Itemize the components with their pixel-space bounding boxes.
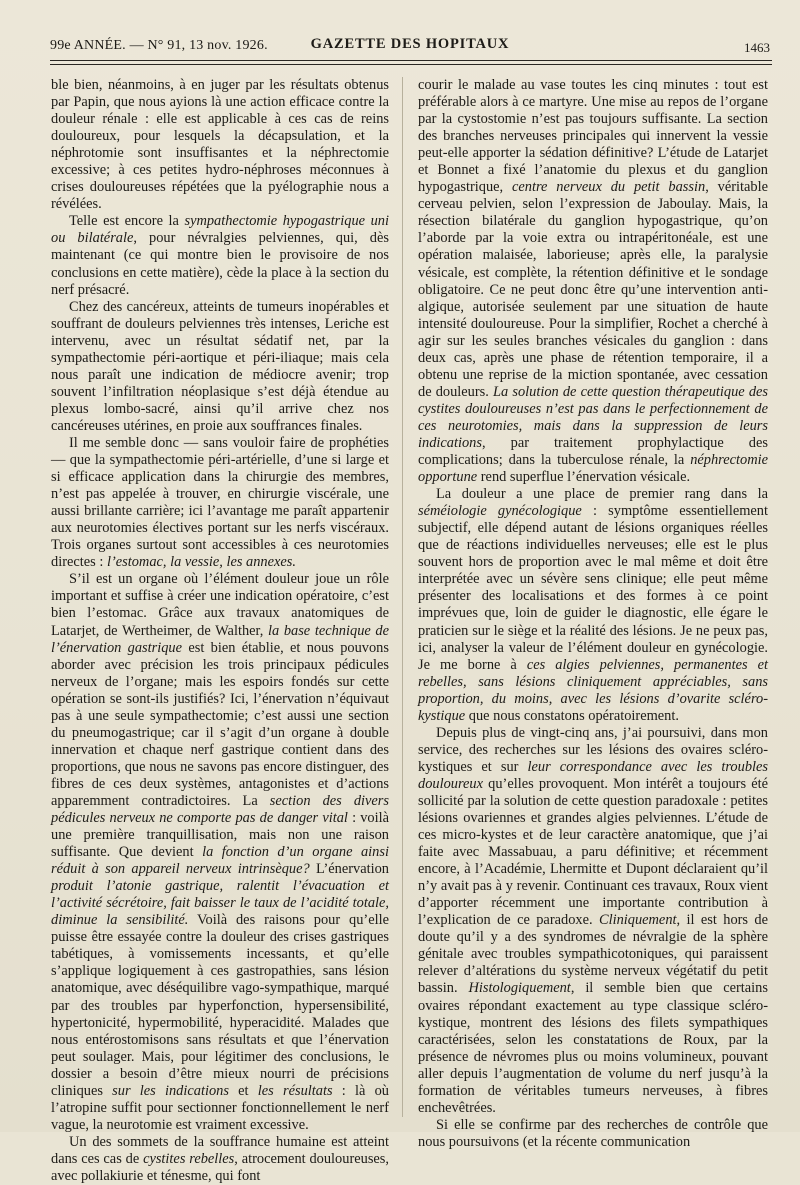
paragraph: [418, 1117, 768, 1151]
text-run: , par traitement prophylactique des complications; dans la tuberculose rénale, la: [418, 434, 768, 469]
text-run: S’il est un organe où l’élément douleur joue un rôle important et suffise à créer une indication opératoire, c’est bien l’estomac. Grâce aux travaux anatomiques de Latarjet, de Wertheimer, de Walther,: [51, 571, 389, 639]
italic-text: La solution de cette question thérapeutique des cystites douloureuses n’est pas dans le perfectionnement de ces neurotomies, mais dans la suppression de leurs indications: [418, 383, 769, 451]
text-run: que nous constatons opératoirement.: [465, 707, 679, 724]
header-rule-thin: [50, 64, 772, 65]
italic-text: centre nerveux du petit bassin: [512, 179, 706, 196]
italic-text: sur les indications: [112, 1082, 229, 1099]
text-run: Un des sommets de la souffrance humaine est atteint dans ces cas de: [51, 1133, 389, 1167]
column-divider: [402, 77, 403, 1117]
header-rule: [50, 60, 772, 61]
publication-title: GAZETTE DES HOPITAUX: [310, 36, 510, 52]
italic-text: section des divers pédicules nerveux ne comporte pas de danger vital: [51, 792, 390, 827]
text-run: , véritable cerveau pelvien, selon l’expression de Jaboulay. Mais, la résection bilatérale du ganglion hypogastrique, qu’on l’aborde par la voie extra ou intrapéritonéale, est une opération malaisée, laborieuse; après elle, la paralysie vésicale, est complète, la rétention définitive et le sondage obligatoire. Ce ne peut donc être qu’une intervention anti-algique, autorisée seulement par une situation de haute intensité douloureuse. Pour la simplifier, Rochet a cherché à agir sur les seules branches vésicales du ganglion : dans deux cas, après une phase de rétention temporaire, il a obtenu une reprise de la miction spontanée, avec cessation de douleurs.: [418, 179, 768, 400]
right-column: [418, 77, 768, 1151]
page-header: [50, 34, 770, 56]
paragraph: [418, 77, 768, 486]
italic-text: ces algies pelviennes, permanentes et rebelles, sans lésions cliniquement appréciables, sans proportion, du moins, avec les lésions d’ovarite scléro-kystique: [418, 656, 768, 724]
paragraph: [51, 213, 389, 298]
text-run: : symptôme essentiellement subjectif, elle dépend autant de lésions organiques réelles que de réactions individuelles nerveuses; elle est le plus souvent hors de proportion avec le mal même et doit être interprétée avec un sévère sens clinique; elle peut même présenter des localisations et des formes à ce point imprévues que, loin de guider le diagnostic, elle égare le praticien sur le siège et la réalité des lésions. Je ne peux pas, ici, analyser la valeur de l’élément douleur en gynécologie. Je me borne à: [418, 503, 769, 673]
text-run: , atrocement douloureuses, avec pollakiurie et ténesme, qui font: [51, 1150, 390, 1184]
italic-text: néphrectomie opportune: [418, 452, 768, 486]
italic-text: l’estomac, la vessie, les annexes.: [106, 554, 296, 571]
text-run: Chez des cancéreux, atteints de tumeurs inopérables et souffrant de douleurs pelviennes très intenses, Leriche est intervenu, avec un résultat sédatif net, par la sympathectomie péri-aortique et péri-iliaque; mais cela nous paraît une indication de médiocre avenir; trop souvent l’infiltration néoplasique s’est déjà étendue au plexus lombo-sacré, ainsi qu’il arrive chez nos cancéreuses utérines, en proie aux souffrances finales.: [51, 298, 389, 434]
text-run: Si elle se confirme par des recherches de contrôle que nous poursuivons (et la récente communication: [418, 1116, 768, 1150]
paragraph: [51, 77, 389, 213]
paragraph: [418, 486, 768, 725]
text-run: qu’elles provoquent. Mon intérêt a toujours été sollicité par la solution de cette question paradoxale : petites lésions ovariennes et grandes algies pelviennes. L’étude de ces micro-kystes et de leur caractère anatomique, que j’ai faite avec Massabuau, a paru définitive; et récemment encore, à l’Académie, Lhermitte et Dupont déclaraient qu’il n’y avait pas à y revenir. Continuant ces travaux, Roux vient d’apporter récemment une importante contribution à l’explication de ce paradoxe.: [418, 775, 768, 929]
italic-text: la base technique de l’énervation gastrique: [51, 622, 389, 656]
text-run: est bien établie, et nous pouvons aborder avec précision les trois principaux pédicules nerveux de l’organe; mais les espoirs fondés sur cette opération se sont-ils justifiés? Ici, l’énervation n’équivaut pas à une seule sympathectomie; c’est aussi une section du pneumogastrique; car il s’agit d’un organe à double innervation et chaque nerf gastrique contient dans des proportions, que nous ne savons pas encore distinguer, des fibres de ces deux systèmes, antagonistes et d’actions apparemment contradictoires. La: [51, 639, 389, 809]
text-run: ble bien, néanmoins, à en juger par les résultats obtenus par Papin, que nous ayions là une action efficace contre la douleur rénale : elle est applicable à ces cas de reins douloureux, pour lesquels la décapsulation, et la néphrotomie sont insuffisantes et la néphrectomie excessive; à ces petites hydro-néphroses méconnues à crises douloureuses répétées que la pyélographie nous a révélées.: [51, 77, 389, 213]
paragraph: [51, 1134, 389, 1185]
italic-text: séméiologie gynécologique: [418, 503, 582, 520]
paragraph: [51, 571, 389, 1134]
italic-text: sympathectomie hypogastrique uni ou bilatérale: [51, 213, 389, 247]
text-run: La douleur a une place de premier rang dans la: [436, 486, 768, 503]
italic-text: Cliniquement: [598, 912, 677, 929]
italic-text: la fonction d’un organe ainsi réduit à son appareil nerveux intrinsèque?: [51, 844, 389, 878]
text-run: Voilà des raisons pour qu’elle puisse être essayée contre la douleur des crises gastriques tabétiques, à vomissements incessants, et qu’elle s’applique logiquement à ces gastropathies, sans lésion anatomique, avec déséquilibre vago-sympathique, marqué par des troubles par hyperfonction, hypersensibilité, hypertonicité, hypermobilité, hyperacidité. Malades que nous entérostomisons sans résultats et que l’énervation peut soulager. Mais, pour légitimer des conclusions, le dossier a besoin d’être mieux nourri de précisions cliniques: [51, 912, 389, 1099]
left-column: [51, 77, 389, 1185]
text-run: , pour névralgies pelviennes, qui, dès maintenant (ce qui montre bien le provisoire de nos conclusions en cette matière), cède la place à la section du nerf présacré.: [51, 230, 389, 298]
text-run: courir le malade au vase toutes les cinq minutes : tout est préférable alors à ce martyre. Une mise au repos de l’organe par la cystostomie n’est pas toujours suffisante. La section des branches nerveuses principales qui innervent la vessie peut-elle apporter la sédation définitive? L’étude de Latarjet et Bonnet a fixé l’anatomie du plexus et du ganglion hypogastrique,: [418, 77, 768, 196]
italic-text: cystites rebelles: [143, 1150, 235, 1167]
italic-text: leur correspondance avec les troubles douloureux: [418, 758, 769, 792]
paragraph: [51, 435, 389, 571]
text-run: rend superflue l’énervation vésicale.: [477, 469, 691, 486]
text-run: Telle est encore la: [69, 213, 185, 230]
issue-info: 99e ANNÉE. — N° 91, 13 nov. 1926.: [50, 38, 268, 53]
paragraph: [418, 725, 768, 1117]
text-run: , il semble bien que certains ovaires répondant exactement au type classique scléro-kystique, montrent des lésions des filets sympathiques caractérisées, selon les constatations de Roux, par la présence de névromes plus ou moins volumineux, pouvant aller depuis l’augmentation de volume du nerf jusqu’à la formation de véritables tumeurs nerveuses, à fibres enchevêtrées.: [418, 980, 768, 1116]
text-run: L’énervation: [309, 861, 389, 878]
page-number: 1463: [744, 40, 770, 55]
text-run: : là où l’atropine suffit pour sectionner fonctionnellement le nerf vague, la neurotomie est vraiment excessive.: [51, 1082, 389, 1133]
text-run: : voilà une première tranquillisation, mais non une raison suffisante. Que devient: [51, 810, 390, 861]
italic-text: produit l’atonie gastrique, ralentit l’évacuation et l’activité sécrétoire, fait baisser le taux de l’acidité totale, diminue la sensibilité.: [51, 878, 389, 929]
paragraph: [51, 299, 389, 435]
text-run: Il me semble donc — sans vouloir faire de prophéties — que la sympathectomie péri-artérielle, d’une si large et si efficace application dans la chirurgie des membres, n’est pas appelée à trouver, en chirurgie viscérale, une aussi brillante carrière; ici l’avantage me paraît appartenir aux neurotomies électives portant sur les nerfs viscéraux. Trois organes surtout sont accessibles à ces neurotomies directes :: [51, 434, 389, 571]
text-run: et: [228, 1082, 258, 1099]
italic-text: Histologiquement: [468, 980, 571, 997]
italic-text: les résultats: [257, 1082, 333, 1099]
text-run: Depuis plus de vingt-cinq ans, j’ai poursuivi, dans mon service, des recherches sur les lésions des ovaires scléro-kystiques et sur: [418, 724, 768, 775]
text-run: , il est hors de doute qu’il y a des syndromes de névralgie de la sphère génitale avec troubles sympathicotoniques, qui paraissent relever d’altérations du système nerveux végétatif du petit bassin.: [418, 912, 769, 997]
